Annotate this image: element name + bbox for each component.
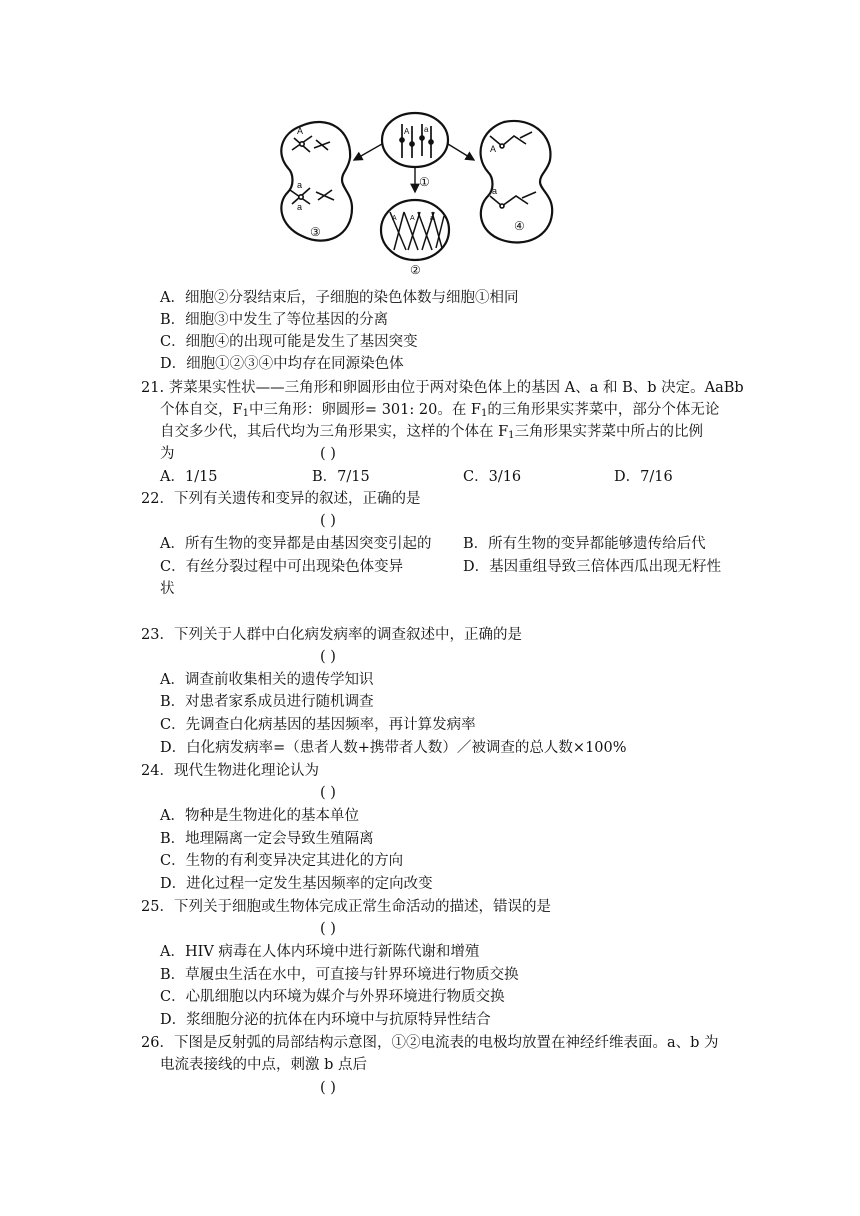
q24-option-b: B．地理隔离一定会导致生殖隔离 — [160, 831, 374, 847]
q20-option-b: B．细胞③中发生了等位基因的分离 — [160, 312, 389, 328]
cell-division-figure — [270, 108, 560, 278]
cell-4-gene-a: a — [492, 186, 498, 196]
q21-option-b: B．7/15 — [312, 469, 370, 485]
q23-option-c: C．先调查白化病基因的基因频率，再计算发病率 — [160, 717, 476, 733]
cell-1-gene-a: a — [424, 125, 429, 134]
q26-stem-line2: 电流表接线的中点，刺激 b 点后 — [160, 1057, 367, 1073]
q21-option-a: A．1/15 — [160, 469, 218, 485]
q22-answer-paren: ( ) — [320, 513, 336, 529]
q21-answer-paren: ( ) — [320, 446, 336, 462]
q25-option-d: D．浆细胞分泌的抗体在内环境中与抗原特异性结合 — [160, 1012, 491, 1028]
cell-3-chromosomes — [290, 136, 334, 204]
q23-stem: 23．下列关于人群中白化病发病率的调查叙述中，正确的是 — [141, 627, 522, 643]
q23-answer-paren: ( ) — [320, 649, 336, 665]
q22-option-d: D．基因重组导致三倍体西瓜出现无籽性 — [463, 559, 722, 575]
q25-answer-paren: ( ) — [320, 921, 336, 937]
q25-option-a: A．HIV 病毒在人体内环境中进行新陈代谢和增殖 — [160, 944, 480, 960]
cell-4-chromosomes — [490, 132, 536, 208]
q26-answer-paren: ( ) — [320, 1080, 336, 1096]
q22-option-a: A．所有生物的变异都是由基因突变引起的 — [160, 536, 432, 552]
cell-division-diagram — [270, 108, 560, 278]
cell-3-gene-A: A — [297, 126, 304, 136]
q23-option-a: A．调查前收集相关的遗传学知识 — [160, 672, 374, 688]
q25-stem: 25．下列关于细胞或生物体完成正常生命活动的描述，错误的是 — [141, 899, 551, 915]
q21-stem-line2: 个体自交，$F_1$中三角形：卵圆形= 301: 20。在 $F_1$的三角形果实荠菜中，部分个体无论 — [160, 402, 720, 419]
cell-2-gene-A1: A — [392, 215, 397, 222]
cell-4-label: ④ — [514, 219, 525, 233]
q23-option-d: D．白化病发病率=（患者人数+携带者人数）／被调查的总人数×100% — [160, 740, 627, 756]
cell-1-gene-A: A — [404, 127, 410, 136]
cell-1 — [382, 113, 448, 167]
cell-4-gene-A: A — [490, 144, 497, 154]
cell-3-gene-a-top: a — [297, 180, 303, 190]
q21-option-d: D．7/16 — [614, 469, 673, 485]
cell-2-gene-a: a — [430, 215, 434, 222]
q20-option-a: A．细胞②分裂结束后，子细胞的染色体数与细胞①相同 — [160, 290, 519, 306]
cell-2 — [381, 200, 449, 260]
q20-option-c: C．细胞④的出现可能是发生了基因突变 — [160, 334, 418, 350]
q21-stem-line1: 21. 荠菜果实性状——三角形和卵圆形由位于两对染色体上的基因 A、a 和 B、b 决定。AaBb — [141, 380, 744, 396]
q24-option-d: D．进化过程一定发生基因频率的定向改变 — [160, 876, 433, 892]
cell-1-label: ① — [419, 175, 430, 189]
cell-2-label: ② — [410, 263, 421, 277]
q25-option-c: C．心肌细胞以内环境为媒介与外界环境进行物质交换 — [160, 989, 505, 1005]
cell-2-gene-A2: A — [410, 215, 415, 222]
q24-option-c: C．生物的有利变异决定其进化的方向 — [160, 853, 404, 869]
q21-option-c: C．3/16 — [463, 469, 522, 485]
q21-stem-line4: 为 — [160, 446, 175, 462]
q20-option-d: D．细胞①②③④中均存在同源染色体 — [160, 356, 404, 372]
q24-option-a: A．物种是生物进化的基本单位 — [160, 808, 359, 824]
q24-answer-paren: ( ) — [320, 785, 336, 801]
q23-option-b: B．对患者家系成员进行随机调查 — [160, 694, 374, 710]
q25-option-b: B．草履虫生活在水中，可直接与针界环境进行物质交换 — [160, 967, 519, 983]
q24-stem: 24．现代生物进化理论认为 — [141, 763, 319, 779]
q22-option-b: B．所有生物的变异都能够遗传给后代 — [463, 536, 706, 552]
q21-stem-line3: 自交多少代，其后代均为三角形果实，这样的个体在 $F_1$三角形果实荠菜中所占的比例 — [160, 424, 704, 441]
cell-3-gene-a-bottom: a — [297, 202, 303, 212]
q26-stem-line1: 26．下图是反射弧的局部结构示意图，①②电流表的电极均放置在神经纤维表面。a、b 为 — [141, 1035, 719, 1051]
q22-option-d-wrap: 状 — [160, 581, 175, 597]
q22-option-c: C．有丝分裂过程中可出现染色体变异 — [160, 559, 404, 575]
cell-3-label: ③ — [310, 225, 321, 239]
q22-stem: 22．下列有关遗传和变异的叙述，正确的是 — [141, 491, 421, 507]
